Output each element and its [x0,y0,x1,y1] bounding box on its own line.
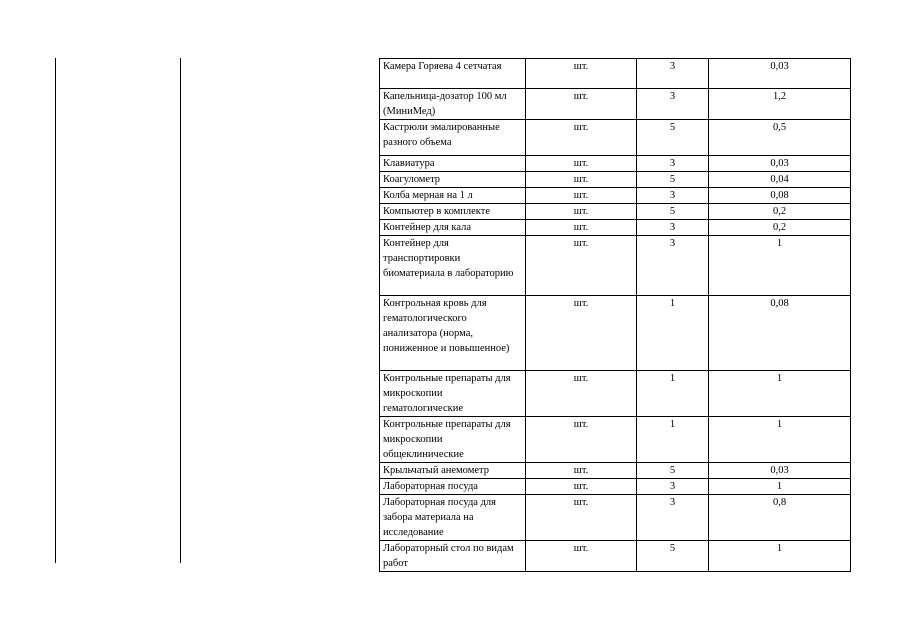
cell-name: Кастрюли эмалированные разного объема [380,120,526,156]
cell-qty: 3 [637,59,709,89]
cell-value: 0,03 [709,156,851,172]
cell-unit: шт. [526,417,637,463]
cell-value: 1 [709,236,851,296]
cell-qty: 3 [637,495,709,541]
cell-name: Контрольные препараты для микроскопии гематологические [380,371,526,417]
cell-name: Компьютер в комплекте [380,204,526,220]
cell-unit: шт. [526,479,637,495]
cell-qty: 3 [637,220,709,236]
cell-name: Колба мерная на 1 л [380,188,526,204]
cell-name: Лабораторная посуда [380,479,526,495]
cell-unit: шт. [526,541,637,572]
column-border-line [180,58,181,563]
cell-value: 1 [709,479,851,495]
cell-unit: шт. [526,204,637,220]
cell-value: 0,08 [709,188,851,204]
table-row [380,188,851,204]
cell-unit: шт. [526,188,637,204]
cell-qty: 5 [637,120,709,156]
cell-name: Камера Горяева 4 сетчатая [380,59,526,89]
cell-unit: шт. [526,59,637,89]
cell-qty: 3 [637,156,709,172]
cell-unit: шт. [526,296,637,371]
cell-qty: 1 [637,417,709,463]
table-row [380,541,851,572]
cell-unit: шт. [526,236,637,296]
cell-qty: 5 [637,204,709,220]
table-row [380,479,851,495]
cell-value: 0,08 [709,296,851,371]
table-row [380,204,851,220]
cell-qty: 1 [637,371,709,417]
table-row [380,59,851,89]
cell-name: Коагулометр [380,172,526,188]
cell-qty: 1 [637,296,709,371]
cell-qty: 5 [637,172,709,188]
cell-name: Крыльчатый анемометр [380,463,526,479]
cell-unit: шт. [526,495,637,541]
cell-name: Капельница-дозатор 100 мл (МиниМед) [380,89,526,120]
cell-value: 0,2 [709,220,851,236]
cell-unit: шт. [526,220,637,236]
cell-value: 0,8 [709,495,851,541]
cell-value: 1,2 [709,89,851,120]
cell-name: Клавиатура [380,156,526,172]
cell-unit: шт. [526,172,637,188]
cell-unit: шт. [526,463,637,479]
table-row [380,120,851,156]
table-row [380,89,851,120]
table-row [380,220,851,236]
table-row [380,463,851,479]
table-row [380,172,851,188]
cell-value: 0,03 [709,463,851,479]
table-row [380,156,851,172]
cell-value: 0,2 [709,204,851,220]
cell-name: Контрольные препараты для микроскопии общеклинические [380,417,526,463]
cell-qty: 3 [637,188,709,204]
table-row [380,296,851,371]
cell-value: 0,03 [709,59,851,89]
cell-value: 1 [709,541,851,572]
cell-name: Контейнер для кала [380,220,526,236]
cell-qty: 3 [637,89,709,120]
cell-value: 0,5 [709,120,851,156]
cell-unit: шт. [526,156,637,172]
cell-unit: шт. [526,371,637,417]
table-row [380,371,851,417]
table-row [380,236,851,296]
table-row [380,417,851,463]
cell-value: 1 [709,417,851,463]
cell-name: Контрольная кровь для гематологического анализатора (норма, пониженное и повышенное) [380,296,526,371]
cell-qty: 5 [637,463,709,479]
cell-value: 1 [709,371,851,417]
cell-unit: шт. [526,89,637,120]
table-row [380,495,851,541]
cell-name: Контейнер для транспортировки биоматериала в лабораторию [380,236,526,296]
cell-qty: 3 [637,479,709,495]
cell-name: Лабораторный стол по видам работ [380,541,526,572]
equipment-table [379,58,851,572]
cell-value: 0,04 [709,172,851,188]
cell-unit: шт. [526,120,637,156]
cell-qty: 3 [637,236,709,296]
cell-name: Лабораторная посуда для забора материала на исследование [380,495,526,541]
left-border-line [55,58,56,563]
cell-qty: 5 [637,541,709,572]
